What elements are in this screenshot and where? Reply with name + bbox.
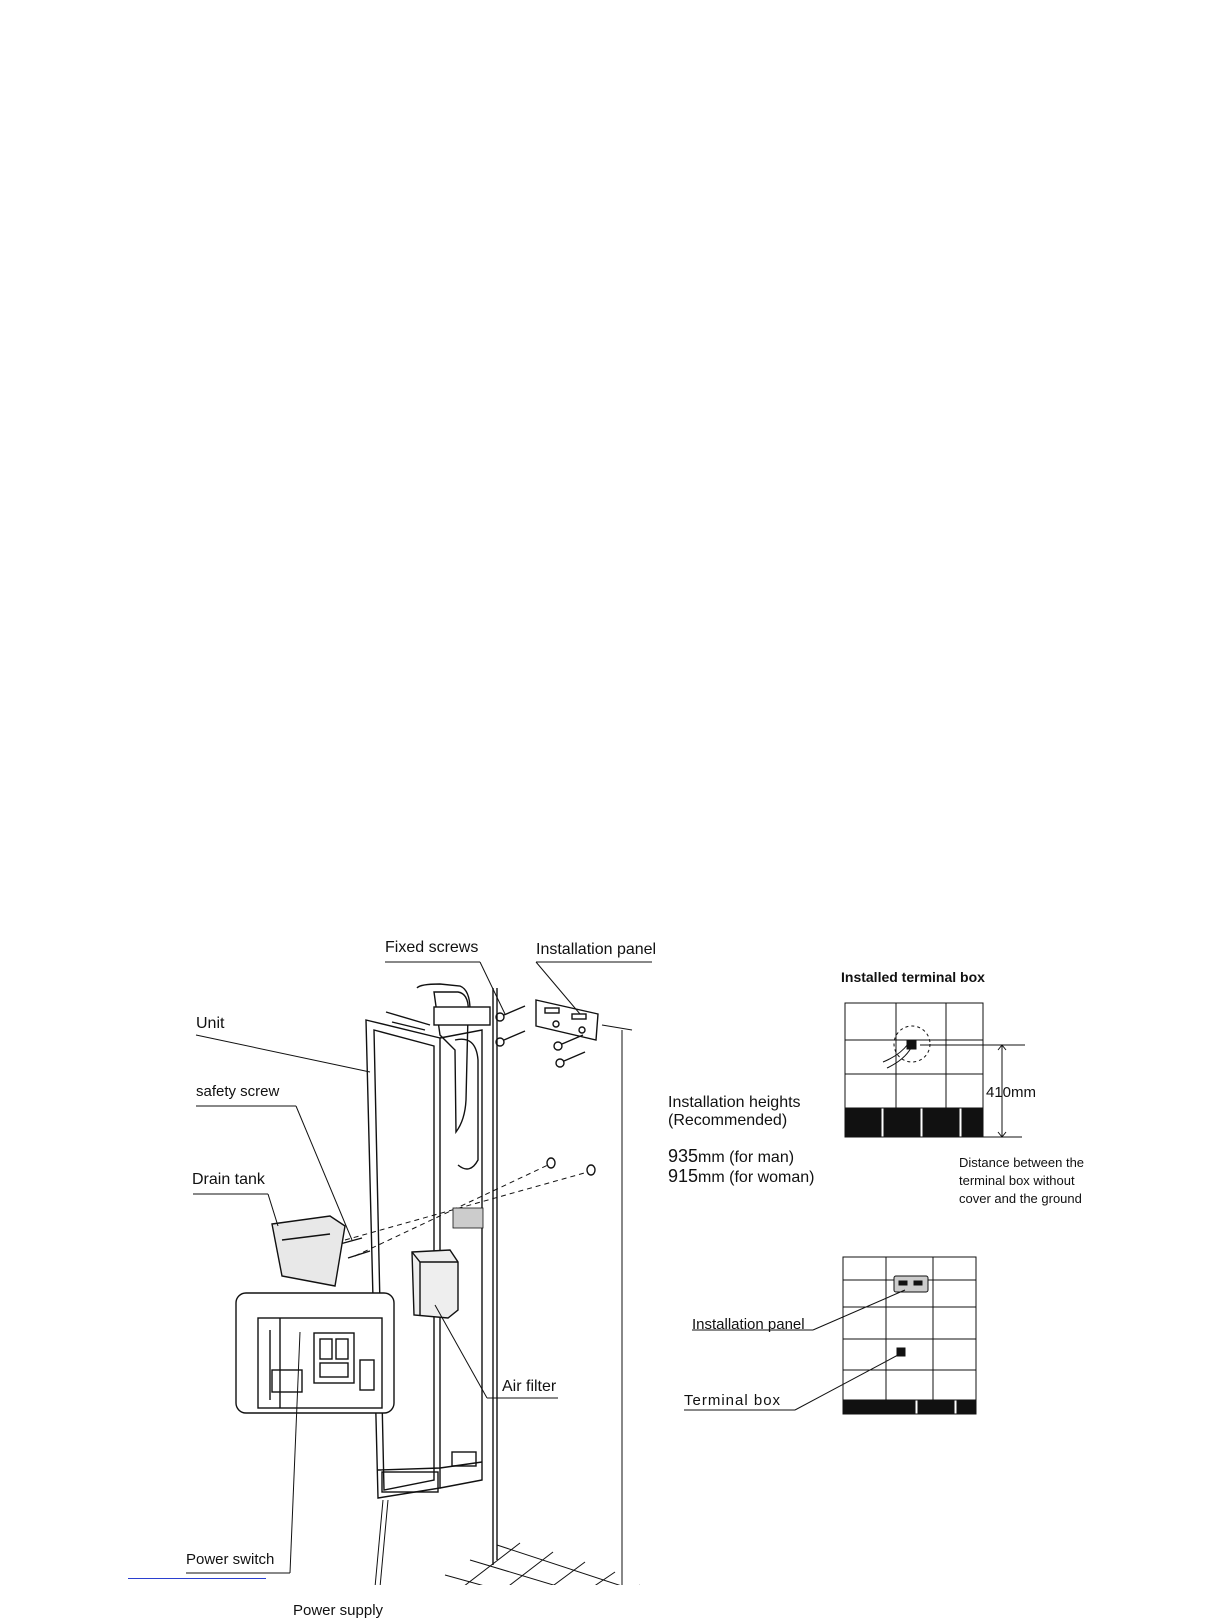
unit-label: Unit — [196, 1015, 225, 1032]
height-man-value: 935 — [668, 1146, 699, 1166]
air-filter-label: Air filter — [502, 1378, 557, 1395]
floor-grid — [420, 1543, 640, 1585]
height-woman-text: mm (for woman) — [698, 1169, 815, 1186]
power-supply-label: Power supply — [293, 1602, 384, 1619]
height-for-man — [668, 1147, 794, 1167]
distance-note-line-1: Distance between the — [959, 1155, 1085, 1170]
distance-note-line-3: cover and the ground — [959, 1191, 1082, 1206]
installation-panel-bottom-label: Installation panel — [692, 1316, 805, 1333]
installation-panel-top-label: Installation panel — [536, 941, 657, 958]
footer-rule — [128, 1578, 266, 1579]
installation-heights-title: Installation heights — [668, 1094, 801, 1111]
drain-tank-label: Drain tank — [192, 1171, 265, 1188]
distance-note-line-2: terminal box without — [959, 1173, 1075, 1188]
height-man-text: mm (for man) — [698, 1149, 795, 1166]
fixed-screws-label: Fixed screws — [385, 939, 479, 956]
hand-dryer-unit — [366, 984, 490, 1498]
terminal-box-grid-bottom — [684, 1257, 976, 1414]
installation-heights-subtitle: (Recommended) — [668, 1112, 788, 1129]
terminal-box-label: Terminal box — [684, 1392, 782, 1409]
power-switch-label: Power switch — [186, 1551, 275, 1568]
safety-screw-label: safety screw — [196, 1083, 280, 1100]
height-woman-value: 915 — [668, 1166, 699, 1186]
terminal-box-grid-top — [845, 1003, 1025, 1137]
drain-tank — [272, 1216, 345, 1286]
installation-panel-bracket — [536, 1000, 598, 1040]
power-supply-inset — [236, 1293, 394, 1413]
installed-terminal-box-label: Installed terminal box — [841, 969, 985, 985]
height-for-woman — [668, 1167, 815, 1187]
distance-value: 410mm — [986, 1084, 1037, 1101]
